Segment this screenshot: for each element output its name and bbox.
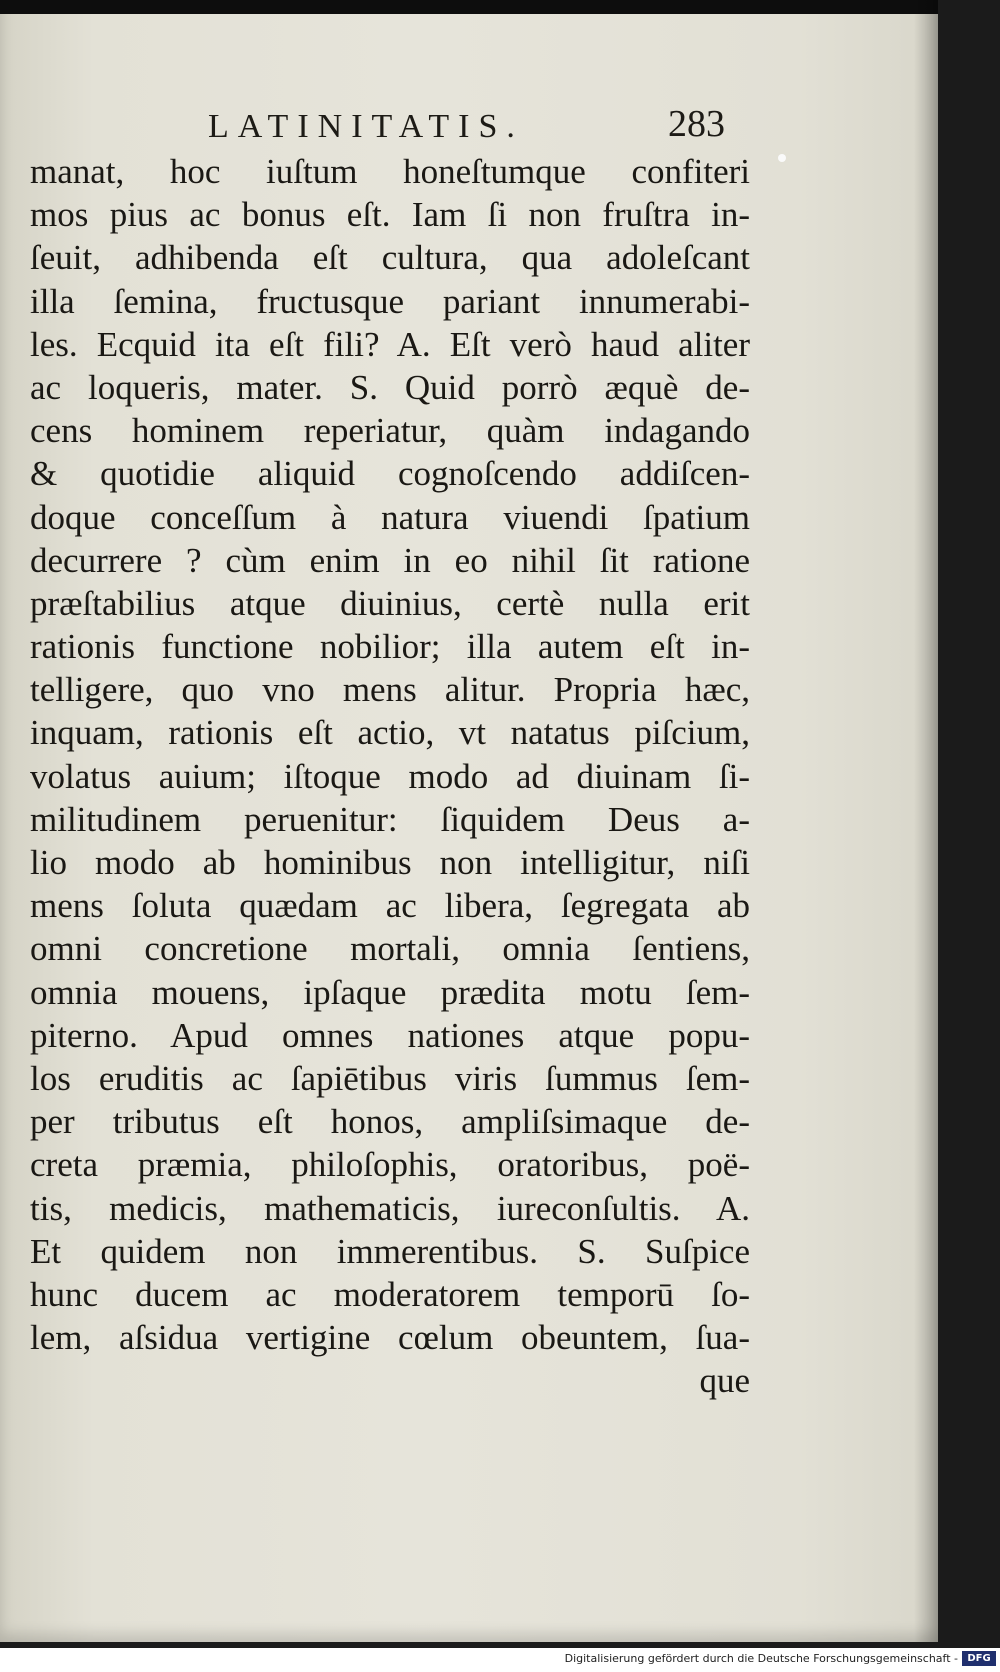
text-line: decurrere ? cùm enim in eo nihil ſit ratione xyxy=(30,540,750,580)
text-line: piterno. Apud omnes nationes atque popu- xyxy=(30,1015,750,1055)
text-line: ſeuit, adhibenda eſt cultura, qua adoleſcant xyxy=(30,238,750,278)
text-line: manat, hoc iuſtum honeſtumque confiteri xyxy=(30,152,750,191)
text-line: illa ſemina, fructusque pariant innumerabi- xyxy=(30,281,750,321)
text-line: præſtabilius atque diuinius, certè nulla erit xyxy=(30,583,750,623)
text-line: lem, aſsidua vertigine cœlum obeuntem, ſua- xyxy=(30,1318,750,1358)
running-head: LATINITATIS. xyxy=(208,108,524,145)
text-line: hunc ducem ac moderatorem temporū ſo- xyxy=(30,1274,750,1314)
text-line: ac loqueris, mater. S. Quid porrò æquè de- xyxy=(30,367,750,407)
text-line: lio modo ab hominibus non intelligitur, niſi xyxy=(30,843,750,882)
dfg-logo: DFG xyxy=(962,1651,996,1666)
text-line: cens hominem reperiatur, quàm indagando xyxy=(30,411,750,451)
text-line: doque conceſſum à natura viuendi ſpatium xyxy=(30,497,750,537)
text-line: creta præmia, philoſophis, oratoribus, poë- xyxy=(30,1145,750,1185)
catchword: que xyxy=(699,1361,750,1401)
text-line: telligere, quo vno mens alitur. Propria hæc, xyxy=(30,670,750,710)
text-line: & quotidie aliquid cognoſcendo addiſcen- xyxy=(30,454,750,494)
text-line: inquam, rationis eſt actio, vt natatus piſcium, xyxy=(30,713,750,753)
paper-speck xyxy=(778,154,786,162)
page-edge-shadow xyxy=(914,0,938,1642)
text-line: per tributus eſt honos, ampliſsimaque de- xyxy=(30,1102,750,1142)
text-line: volatus auium; iſtoque modo ad diuinam ſi- xyxy=(30,756,750,796)
text-line: mos pius ac bonus eſt. Iam ſi non fruſtra in- xyxy=(30,195,750,235)
text-line: mens ſoluta quædam ac libera, ſegregata ab xyxy=(30,886,750,926)
text-line: los eruditis ac ſapiētibus viris ſummus ſem- xyxy=(30,1058,750,1098)
text-line: les. Ecquid ita eſt fili? A. Eſt verò haud aliter xyxy=(30,324,750,364)
text-line: omnia mouens, ipſaque prædita motu ſem- xyxy=(30,972,750,1012)
text-line: rationis functione nobilior; illa autem eſt in- xyxy=(30,627,750,667)
page-text xyxy=(30,150,750,1402)
text-line: Et quidem non immerentibus. S. Suſpice xyxy=(30,1231,750,1271)
digitization-credit: Digitalisierung gefördert durch die Deutsche Forschungsgemeinschaft - xyxy=(564,1652,958,1665)
text-line: militudinem peruenitur: ſiquidem Deus a- xyxy=(30,799,750,839)
text-line: omni concretione mortali, omnia ſentiens, xyxy=(30,929,750,969)
text-line: tis, medicis, mathematicis, iureconſultis. A. xyxy=(30,1188,750,1228)
page-number: 283 xyxy=(668,103,725,145)
